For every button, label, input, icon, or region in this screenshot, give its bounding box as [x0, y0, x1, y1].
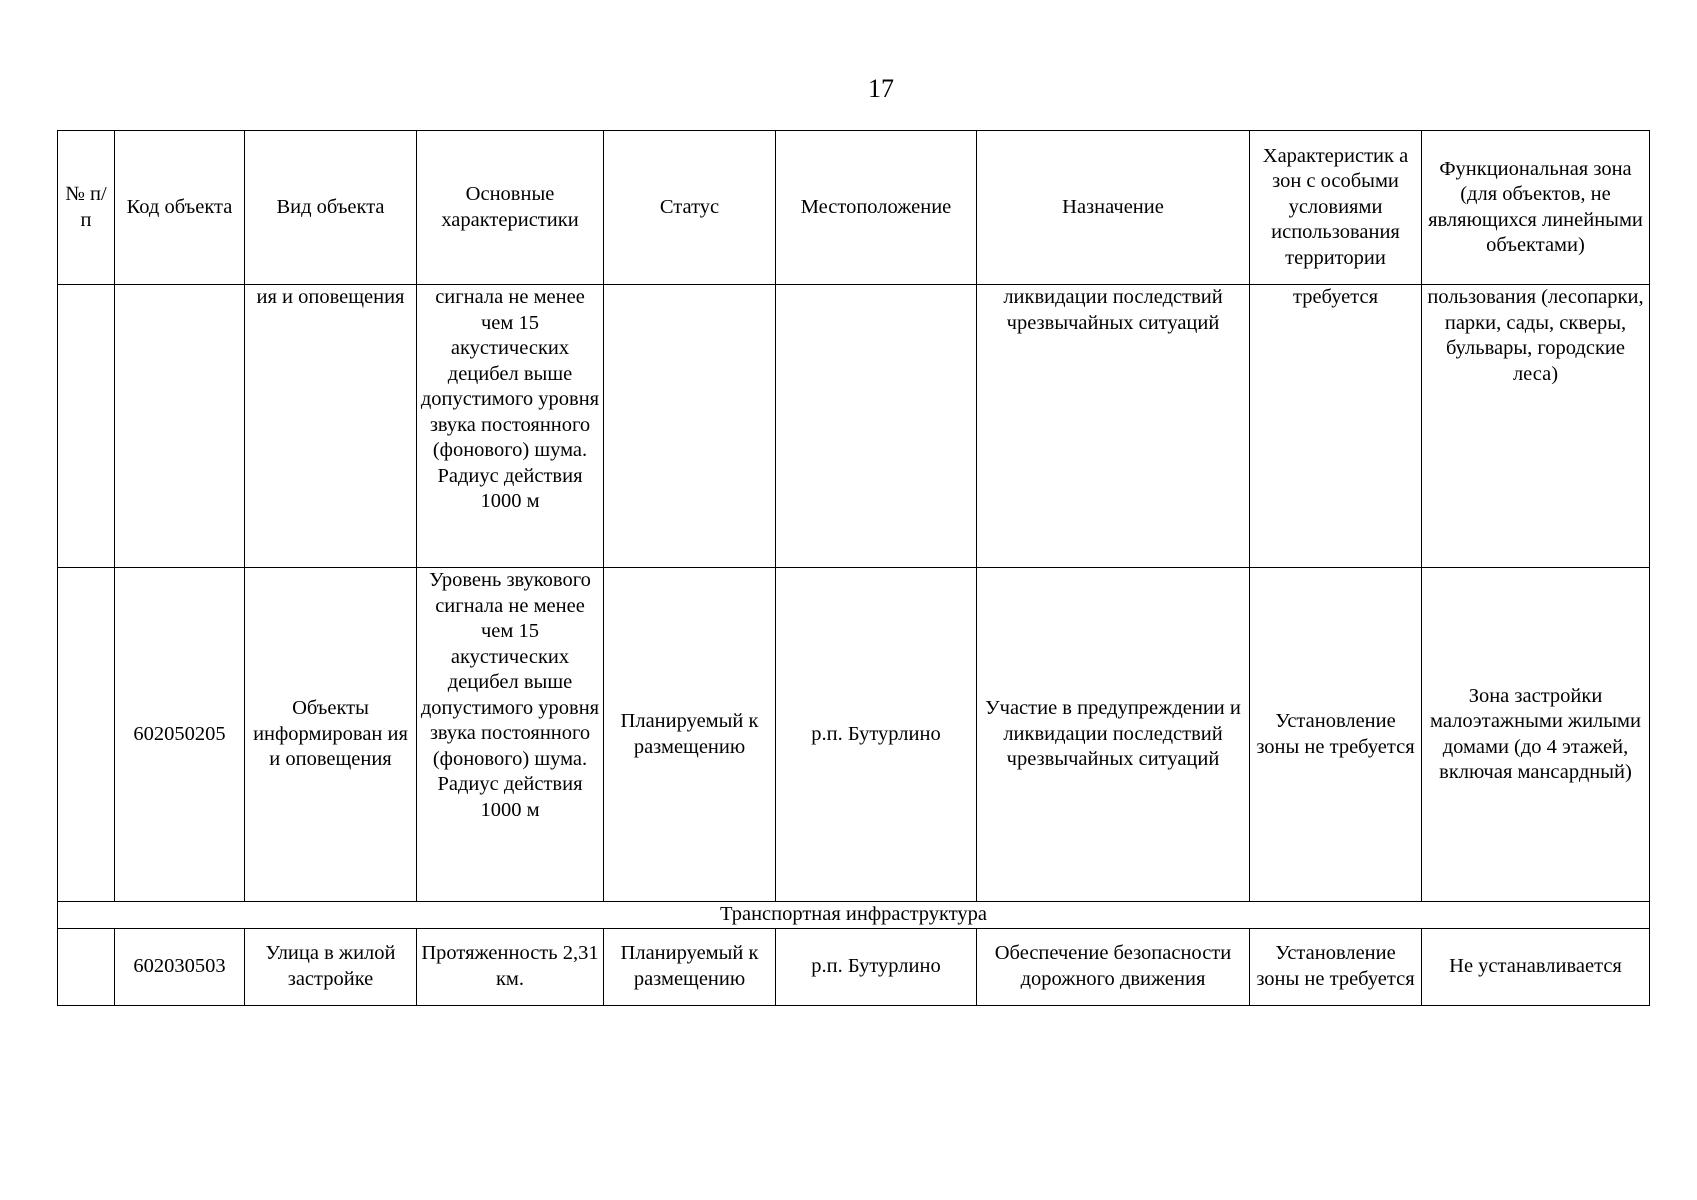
- cell-purpose: Участие в предупреждении и ликвидации последствий чрезвычайных ситуаций: [977, 568, 1250, 902]
- header-location: Местоположение: [776, 131, 977, 285]
- cell-number: [58, 285, 115, 568]
- cell-code: 602030503: [115, 928, 245, 1005]
- cell-characteristics: Уровень звукового сигнала не менее чем 15 акустических децибел выше допустимого уровня звука постоянного (фонового) шума. Радиус действия 1000 м: [417, 568, 604, 902]
- cell-zones: Установление зоны не требуется: [1250, 568, 1422, 902]
- table-row: [58, 568, 1650, 902]
- header-status: Статус: [604, 131, 776, 285]
- header-zones: Характеристик а зон с особыми условиями использования территории: [1250, 131, 1422, 285]
- table-header-row: [58, 131, 1650, 285]
- section-title: Транспортная инфраструктура: [58, 902, 1650, 929]
- cell-type: Объекты информирован ия и оповещения: [245, 568, 417, 902]
- cell-code: [115, 285, 245, 568]
- cell-type: Улица в жилой застройке: [245, 928, 417, 1005]
- header-purpose: Назначение: [977, 131, 1250, 285]
- cell-location: р.п. Бутурлино: [776, 928, 977, 1005]
- cell-status: Планируемый к размещению: [604, 568, 776, 902]
- cell-code: 602050205: [115, 568, 245, 902]
- objects-table: [57, 130, 1650, 1006]
- cell-zones: Установление зоны не требуется: [1250, 928, 1422, 1005]
- cell-status: [604, 285, 776, 568]
- table-row: [58, 285, 1650, 568]
- header-type: Вид объекта: [245, 131, 417, 285]
- cell-type: ия и оповещения: [245, 285, 417, 568]
- header-code: Код объекта: [115, 131, 245, 285]
- cell-status: Планируемый к размещению: [604, 928, 776, 1005]
- header-functional-zone: Функциональная зона (для объектов, не являющихся линейными объектами): [1422, 131, 1650, 285]
- cell-location: [776, 285, 977, 568]
- cell-zones: требуется: [1250, 285, 1422, 568]
- header-characteristics: Основные характеристики: [417, 131, 604, 285]
- cell-functional-zone: Не устанавливается: [1422, 928, 1650, 1005]
- cell-characteristics: Протяженность 2,31 км.: [417, 928, 604, 1005]
- cell-number: [58, 928, 115, 1005]
- cell-purpose: Обеспечение безопасности дорожного движения: [977, 928, 1250, 1005]
- cell-number: [58, 568, 115, 902]
- cell-functional-zone: Зона застройки малоэтажными жилыми домами (до 4 этажей, включая мансардный): [1422, 568, 1650, 902]
- section-row: [58, 902, 1650, 929]
- header-number: № п/п: [58, 131, 115, 285]
- cell-purpose: ликвидации последствий чрезвычайных ситуаций: [977, 285, 1250, 568]
- cell-location: р.п. Бутурлино: [776, 568, 977, 902]
- table-row: [58, 928, 1650, 1005]
- cell-functional-zone: пользования (лесопарки, парки, сады, скверы, бульвары, городские леса): [1422, 285, 1650, 568]
- cell-characteristics: сигнала не менее чем 15 акустических децибел выше допустимого уровня звука постоянного (фонового) шума. Радиус действия 1000 м: [417, 285, 604, 568]
- page-number: 17: [868, 74, 894, 103]
